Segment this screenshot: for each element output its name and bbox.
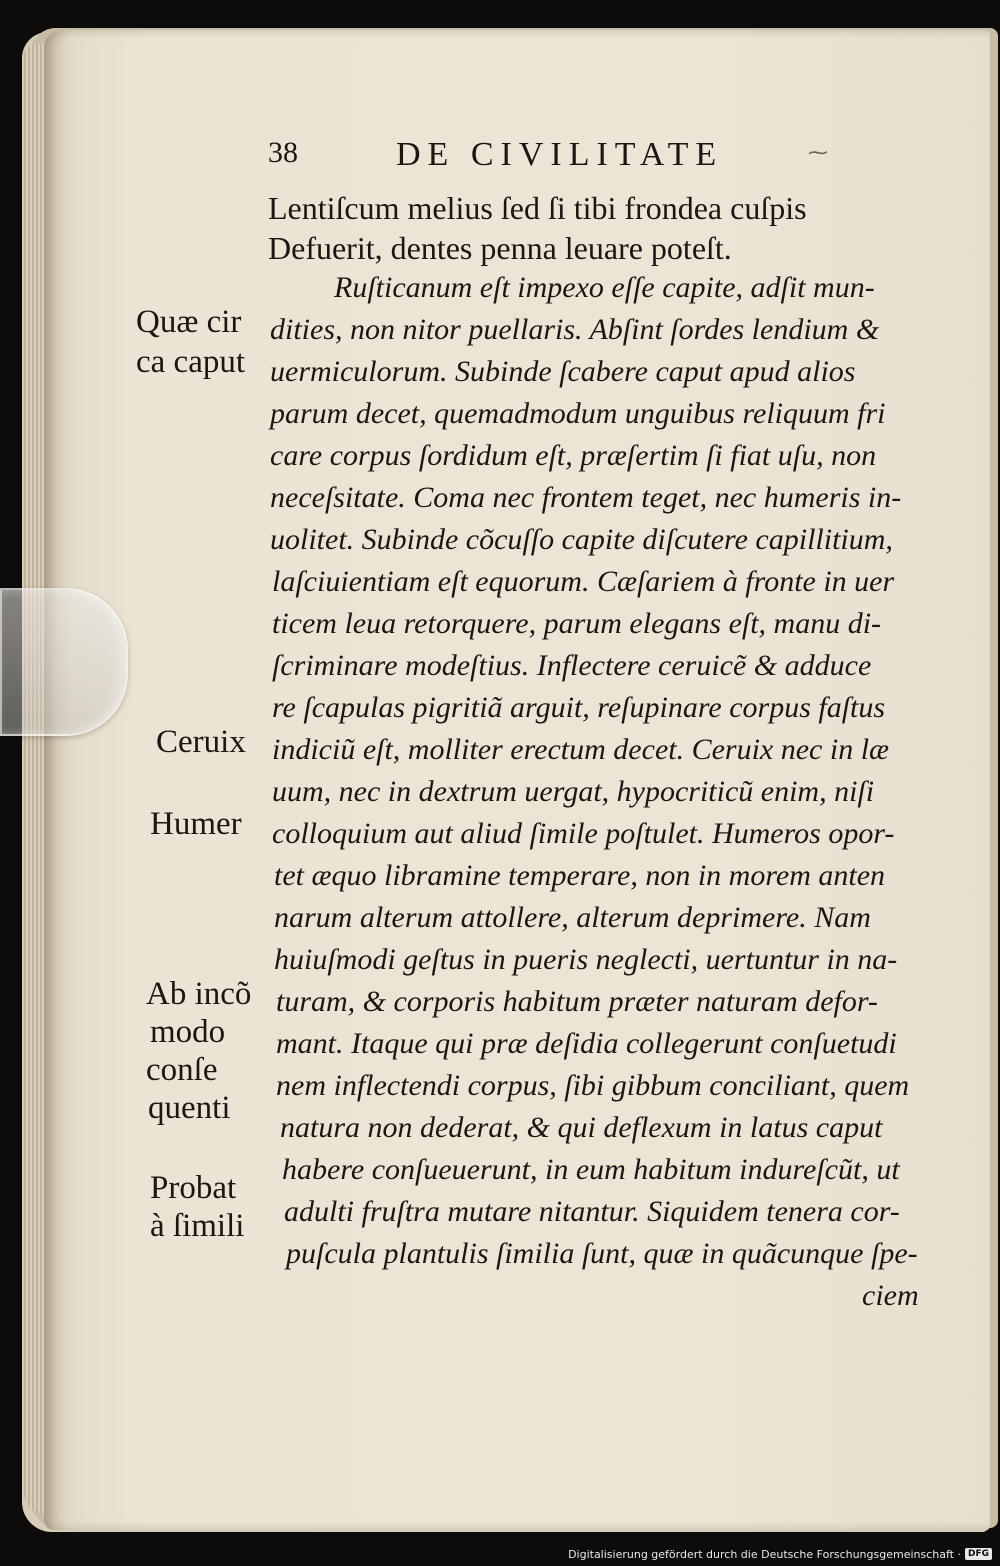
digitization-credit [568, 1546, 992, 1562]
page-edges [24, 44, 44, 1514]
side-note-line: Ceruix [156, 724, 246, 760]
text-line: habere conſueuerunt, in eum habitum indureſcũt, ut [282, 1153, 900, 1186]
text-line: turam, & corporis habitum præter naturam defor- [276, 985, 878, 1018]
side-note-line: conſe [146, 1052, 218, 1088]
credit-text: Digitalisierung gefördert durch die Deutsche Forschungsgemeinschaft · [568, 1547, 961, 1561]
text-line: uum, nec in dextrum uergat, hypocriticũ enim, niſi [272, 775, 875, 808]
text-line: Defuerit, dentes penna leuare poteſt. [268, 230, 732, 266]
side-note-line: ca caput [136, 344, 246, 380]
side-note-line: Humer [150, 806, 242, 842]
text-line: dities, non nitor puellaris. Abſint ſordes lendium & [270, 313, 880, 346]
text-line: laſciuientiam eſt equorum. Cæſariem à fronte in uer [272, 565, 895, 598]
text-line: narum alterum attollere, alterum deprimere. Nam [274, 901, 871, 934]
text-line: nem inflectendi corpus, ſibi gibbum conciliant, quem [276, 1069, 910, 1102]
side-note-line: Probat [150, 1170, 237, 1206]
text-line: indiciũ eſt, molliter erectum decet. Ceruix nec in læ [272, 733, 890, 766]
side-note-line: Ab incõ [146, 976, 252, 1012]
text-line: puſcula plantulis ſimilia ſunt, quæ in quãcunque ſpe- [286, 1237, 918, 1270]
text-line: Lentiſcum melius ſed ſi tibi frondea cuſpis [268, 190, 807, 226]
page-clip [0, 588, 128, 736]
text-line: neceſsitate. Coma nec frontem teget, nec humeris in- [270, 481, 902, 514]
text-line: ſcriminare modeſtius. Inflectere ceruicẽ & adduce [272, 649, 872, 682]
page-number: 38 [268, 136, 298, 169]
text-line: care corpus ſordidum eſt, præſertim ſi fiat uſu, non [270, 439, 877, 472]
text-line: natura non dederat, & qui deflexum in latus caput [280, 1111, 883, 1144]
text-line: parum decet, quemadmodum unguibus reliquum fri [270, 397, 886, 430]
side-note-line: Quæ cir [136, 304, 242, 340]
catchword: ciem [862, 1279, 919, 1312]
text-line: mant. Itaque qui præ deſidia collegerunt conſuetudi [276, 1027, 897, 1060]
dfg-logo-icon: DFG [965, 1548, 992, 1560]
text-line: Ruſticanum eſt impexo eſſe capite, adſit mun- [334, 271, 875, 304]
text-line: re ſcapulas pigritiã arguit, reſupinare corpus faſtus [272, 691, 886, 724]
text-line: uolitet. Subinde cõcuſſo capite diſcutere capillitium, [270, 523, 893, 556]
text-line: uermiculorum. Subinde ſcabere caput apud alios [270, 355, 856, 388]
side-note-line: modo [150, 1014, 226, 1050]
text-line: adulti fruſtra mutare nitantur. Siquidem tenera cor- [284, 1195, 900, 1228]
text-line: colloquium aut aliud ſimile poſtulet. Humeros opor- [272, 817, 895, 850]
text-line: ticem leua retorquere, parum elegans eſt, manu di- [272, 607, 882, 640]
text-line: tet æquo libramine temperare, non in morem anten [274, 859, 886, 892]
header-ornament-icon: ⁓ [808, 142, 828, 164]
running-head: DE CIVILITATE [396, 136, 724, 173]
side-note-line: quenti [148, 1090, 231, 1126]
text-line: huiuſmodi geſtus in pueris neglecti, uertuntur in na- [274, 943, 898, 976]
page-header [268, 136, 828, 176]
side-note-line: à ſimili [150, 1208, 245, 1244]
